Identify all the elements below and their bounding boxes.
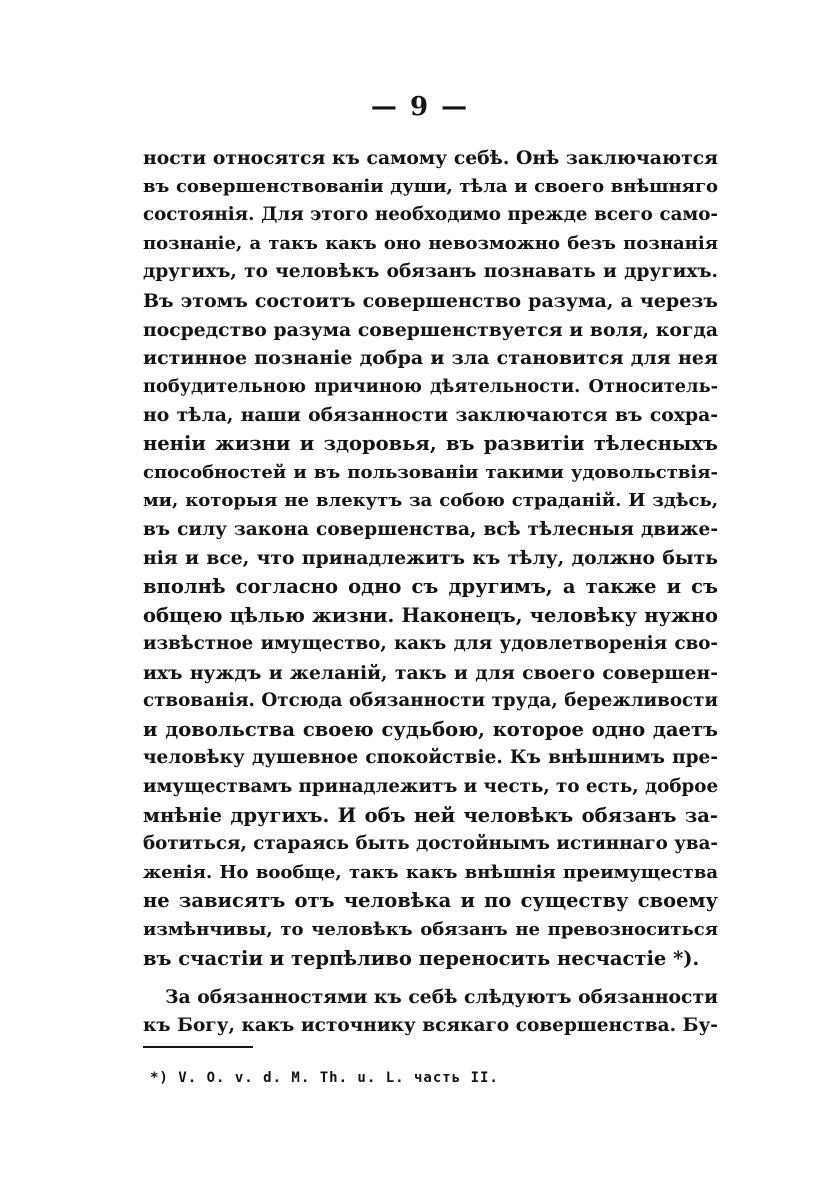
text-line: къ Богу, какъ источнику всякаго совершенства. Бу-: [143, 1014, 718, 1036]
text-line: измѣнчивы, то человѣкъ обязанъ не превозноситься: [143, 919, 718, 941]
text-line: Въ этомъ состоитъ совершенство разума, а черезъ: [143, 289, 718, 312]
text-line: истинное познаніе добра и зла становится для нея: [143, 347, 718, 370]
text-line: извѣстное имущество, какъ для удовлетворенія сво-: [143, 633, 718, 655]
text-line: имуществамъ принадлежитъ и честь, то есть, доброе: [143, 776, 718, 798]
text-line: и довольства своею судьбою, которое одно даетъ: [143, 717, 718, 741]
text-line: мнѣніе другихъ. И объ ней человѣкъ обязанъ за-: [143, 803, 718, 827]
text-line: побудительною причиною дѣятельности. Относитель-: [143, 375, 718, 397]
text-line: въ счастіи и терпѣливо переносить несчастіе *).: [143, 946, 700, 970]
text-line: познаніе, а такъ какъ оно невозможно безъ познанія: [143, 232, 718, 254]
text-line: За обязанностями къ себѣ слѣдуютъ обязанности: [165, 986, 718, 1009]
footnote: *) V. O. v. d. M. Th. u. L. часть II.: [150, 1070, 499, 1086]
text-line: ствованія. Отсюда обязанности труда, бережливости: [143, 690, 718, 712]
text-line: вполнѣ согласно одно съ другимъ, а также и съ: [143, 574, 718, 598]
text-line: состоянія. Для этого необходимо прежде всего само-: [143, 204, 718, 226]
text-line: ботиться, стараясь быть достойнымъ истиннаго ува-: [143, 833, 718, 855]
page-number: — 9 —: [370, 92, 470, 122]
text-line: другихъ, то человѣкъ обязанъ познавать и другихъ.: [143, 261, 718, 283]
text-line: женія. Но вообще, такъ какъ внѣшнія преимущества: [143, 861, 718, 883]
text-line: въ совершенствованіи души, тѣла и своего внѣшняго: [143, 175, 718, 197]
text-line: человѣку душевное спокойствіе. Къ внѣшнимъ пре-: [143, 747, 718, 769]
text-line: въ силу закона совершенства, всѣ тѣлесныя движе-: [143, 518, 718, 540]
paragraph-1: [143, 144, 718, 973]
text-line: посредство разума совершенствуется и воля, когда: [143, 318, 718, 341]
footnote-divider: [143, 1046, 253, 1048]
text-line: не зависятъ отъ человѣка и по существу своему: [143, 889, 718, 913]
text-line: ми, которыя не влекутъ за собою страданій. И здѣсь,: [143, 490, 718, 512]
body-text: [143, 144, 718, 1040]
paragraph-2: [143, 983, 718, 1040]
text-line: неніи жизни и здоровья, въ развитіи тѣлесныхъ: [143, 431, 718, 455]
text-line: ихъ нуждъ и желаній, такъ и для своего совершен-: [143, 661, 718, 684]
text-line: общею цѣлью жизни. Наконецъ, человѣку нужно: [143, 603, 718, 627]
text-line: ности относятся къ самому себѣ. Онѣ заключаются: [143, 147, 718, 169]
text-line: но тѣла, наши обязанности заключаются въ сохра-: [143, 404, 718, 427]
text-line: способностей и въ пользованіи такими удовольствія-: [143, 461, 718, 483]
text-line: нія и все, что принадлежитъ къ тѣлу, должно быть: [143, 547, 718, 570]
